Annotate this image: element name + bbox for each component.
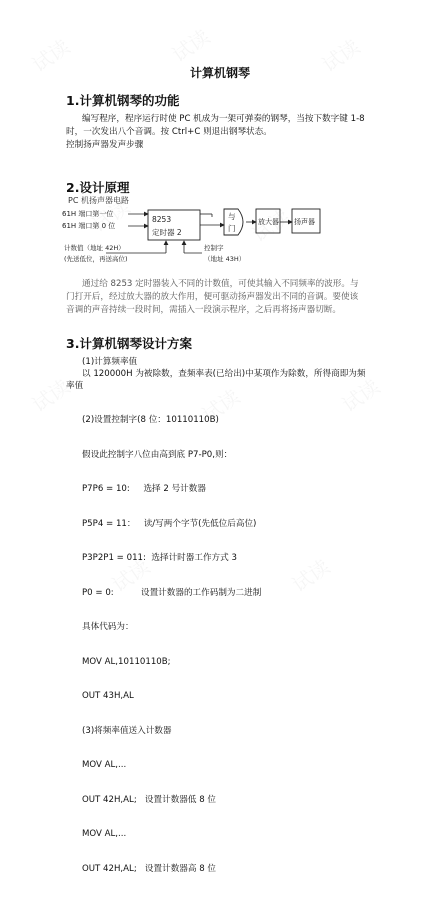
code-line: MOV AL,...	[82, 829, 127, 839]
code-line: P7P6 = 10: 选择 2 号计数器	[82, 484, 206, 494]
item-1-line: 以 120000H 为被除数，查频率表(已给出)中某项作为除数，所得商即为频	[82, 369, 366, 379]
code-line: P3P2P1 = 011: 选择计时器工作方式 3	[82, 553, 237, 563]
code-line: 假设此控制字八位由高到底 P7-P0,则：	[82, 449, 233, 460]
section-1-para-line: 控制扬声器发声步骤	[66, 140, 144, 150]
section-1-para-line: 编写程序，程序运行时使 PC 机成为一架可弹奏的钢琴，当按下数字键 1-8	[82, 114, 365, 124]
speaker-circuit-diagram	[60, 195, 360, 275]
control-word-label: 控制字	[204, 244, 224, 252]
section-2-para-line: 门打开后，经过放大器的放大作用，便可驱动扬声器发出不同的音调。要使该	[66, 292, 359, 302]
watermark	[285, 551, 334, 598]
section-2-para-line: 音调的声音持续一段时间，需插入一段演示程序，之后再将扬声器切断。	[66, 305, 342, 315]
section-2-para-line: 通过给 8253 定时器装入不同的计数值，可使其输入不同频率的波形。与	[82, 279, 359, 289]
counter-timer2-label: 定时器 2	[152, 228, 182, 237]
diagram-title: PC 机扬声器电路	[68, 196, 129, 205]
item-1-line: 率值	[66, 381, 84, 391]
and-gate-label: 与	[228, 212, 236, 221]
section-1-para-line: 时，一次发出八个音调。按 Ctrl+C 则退出钢琴状态。	[66, 127, 272, 137]
code-line: (2)设置控制字(8 位：10110110B)	[82, 415, 219, 425]
watermark	[165, 21, 214, 68]
code-line: P0 = 0: 设置计数器的工作码制为二进制	[82, 587, 262, 598]
section-3-heading: 3.计算机钢琴设计方案	[66, 336, 192, 351]
code-line: OUT 42H,AL; 设置计数器高 8 位	[82, 863, 217, 874]
section-2-heading: 2.设计原理	[66, 180, 130, 195]
count-value-note: (先送低位，再送高位)	[64, 255, 128, 263]
section-1-heading: 1.计算机钢琴的功能	[66, 93, 180, 108]
control-word-address: （地址 43H）	[204, 255, 246, 263]
document-title: 计算机钢琴	[189, 66, 250, 80]
counter-8253-label: 8253	[152, 215, 172, 224]
code-line: OUT 42H,AL; 设置计数器低 8 位	[82, 794, 217, 805]
port-61h-bit1-label: 61H 端口第一位	[62, 210, 114, 218]
code-line: (3)将频率值送入计数器	[82, 725, 172, 736]
amplifier-label: 放大器	[258, 218, 279, 226]
count-value-label: 计数值（地址 42H）	[64, 244, 125, 252]
code-block	[82, 392, 261, 898]
and-gate-label: 门	[228, 224, 236, 233]
speaker-label: 扬声器	[294, 218, 315, 226]
code-line: 具体代码为：	[82, 622, 134, 632]
code-line: OUT 43H,AL	[82, 691, 134, 701]
item-1-title: (1)计算频率值	[82, 357, 138, 367]
code-line: MOV AL,...	[82, 760, 127, 770]
code-line: MOV AL,10110110B;	[82, 656, 171, 667]
code-line: P5P4 = 11： 读/写两个字节(先低位后高位)	[82, 518, 257, 529]
port-61h-bit0-label: 61H 端口第 0 位	[62, 222, 116, 230]
